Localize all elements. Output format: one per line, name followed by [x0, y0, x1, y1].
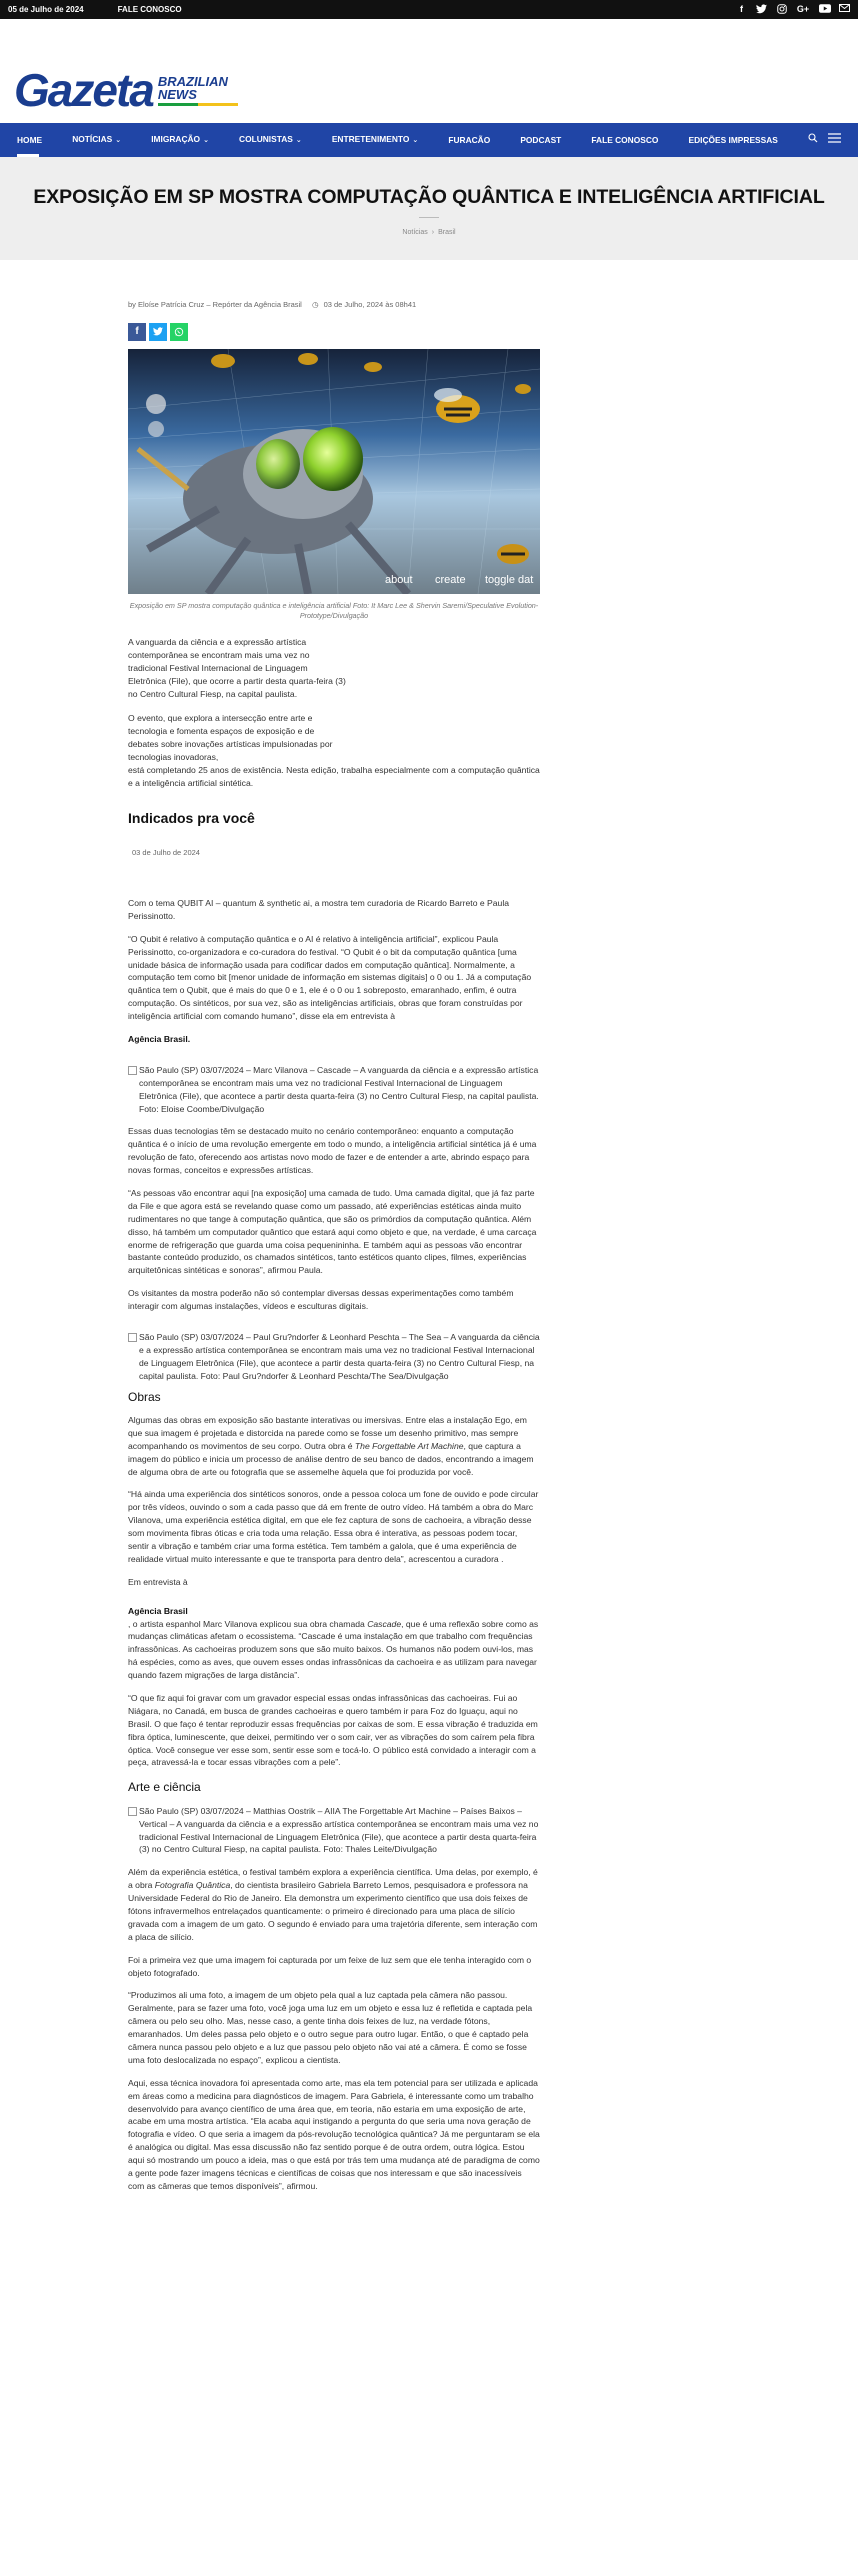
- nav-item-label: COLUNISTAS: [239, 134, 293, 145]
- twitter-icon[interactable]: [756, 4, 767, 15]
- artwork-title: The Forgettable Art Machine: [354, 1440, 464, 1451]
- article-author[interactable]: by Eloíse Patrícia Cruz – Repórter da Agência Brasil: [128, 300, 302, 309]
- broken-image-2: [128, 1331, 540, 1383]
- article-byline: [128, 300, 858, 311]
- image-overlay-about[interactable]: about: [385, 573, 413, 586]
- nav-active-underline: [17, 154, 39, 157]
- agencia-brasil-credit: Agência Brasil.: [128, 1034, 191, 1045]
- chevron-down-icon: ⌄: [412, 137, 419, 145]
- text-run: , que captura a imagem do público e inicia um processo de análise dentro de seu banco de dados, encontrando a imagem de alguma obra de arte ou fotografia que se assemelhe àquela que foi produzida por você.: [128, 1440, 534, 1477]
- text-run: , o artista espanhol Marc Vilanova explicou sua obra chamada: [128, 1618, 365, 1629]
- body-paragraph: [128, 1618, 540, 1682]
- article: [0, 300, 858, 2193]
- text-run: , do cientista brasileiro Gabriela Barreto Lemos, pesquisadora e professora na Universidade Federal do Rio de Janeiro. Ela demonstra um experimento científico que usa dois feixes de fótons infravermelhos entrelaçados quanticamente: o primeiro é direcionado para uma placa de silício gravada com a imagem de um gato. O segundo é enviado para uma trajetória diferente, sem interação com a placa de silício.: [128, 1880, 538, 1942]
- youtube-icon[interactable]: [819, 4, 830, 15]
- nav-item-noticias[interactable]: [72, 133, 121, 146]
- nav-item-imigracao[interactable]: [151, 133, 209, 146]
- nav-item-edicoes-impressas[interactable]: [688, 134, 777, 146]
- body-paragraph: “O que fiz aqui foi gravar com um gravador especial essas ondas infrassônicas das cachoeiras. Fui ao Niágara, no Canadá, em busca de grandes cachoeiras e quero também ir para Foz do Iguaçu, aqui no Brasil. O que faço é tentar reproduzir essas frequências por caixas de som. E essa vibração é traduzida em fibra óptica, luminescente, que deixei, permitindo ver o som cair, ver as vibrações do som caírem pela fibra óptica. Você consegue ver esse som, sentir esse som e tocá-lo. O público está convidado a interagir com a peça, atravessá-la e tocar essas vibrações com a pele”.: [128, 1693, 538, 1768]
- broken-image-icon: [128, 1066, 137, 1075]
- artwork-title: Fotografia Quântica: [154, 1880, 231, 1891]
- image-caption: Exposição em SP mostra computação quântica e inteligência artificial Foto: It Marc Lee & Shervin Saremi/Speculative Evolution-Prototype/Divulgação: [129, 600, 539, 620]
- article-body: [128, 897, 858, 2193]
- article-featured-image[interactable]: [128, 349, 540, 594]
- section-heading-obras: Obras: [128, 1389, 161, 1404]
- artwork-title: Cascade: [367, 1618, 402, 1629]
- body-paragraph: “Produzimos ali uma foto, a imagem de um objeto pela qual a luz captada pela câmera não passou. Geralmente, para se fazer uma foto, você joga uma luz em um objeto e essa luz é refletida e captada pela câmera ou pelo seu olho. Mas, nesse caso, a gente tinha dois feixes de luz, na verdade fótons, emaranhados. Um deles passa pelo objeto e o outro segue para outro lugar. Então, o que é captado pela câmera nunca passou pelo objeto e a luz que passou pelo objeto não vai até a câmera. É como se fosse uma foto deslocalizada no espaço”, explicou a cientista.: [128, 1990, 533, 2065]
- broken-image-icon: [128, 1333, 137, 1342]
- logo-sub-news: NEWS: [157, 86, 197, 102]
- body-paragraph: “O Qubit é relativo à computação quântica e o AI é relativo à inteligência artificial”, explicou Paula Perissinotto, co-organizadora e co-curadora do festival. “O Qubit é o bit da computação quântica [uma unidade básica de informação usada para codificar dados em computação quântica]. Normalmente, a computação tem como bit [menor unidade de informação em sistemas digitais] o 0 ou 1. Já a computação quântica tem o Qubit, que é mais do que 0 e 1, ele é o 0 ou 1 sobreposto, emaranhado, enfim, é outra computação. Os sintéticos, por sua vez, são as inteligências artificiais, obras que foram construídas por inteligência artificial com comando humano”, disse ela em entrevista à: [128, 933, 532, 1022]
- image-alt-text: São Paulo (SP) 03/07/2024 – Matthias Oostrik – AIIA The Forgettable Art Machine – Países Baixos – Vertical – A vanguarda da ciência e a expressão artística contemporânea se encontram mais uma vez no tradicional Festival Internacional de Linguagem Eletrônica (File), que acontece a partir desta quarta-feira (3) no Centro Cultural Fiesp, na capital paulista. Foto: Thales Leite/Divulgação: [139, 1805, 539, 1855]
- body-paragraph: Aqui, essa técnica inovadora foi apresentada como arte, mas ela tem potencial para ser utilizada e aplicada em áreas como a medicina para diagnósticos de imagem. Para Gabriela, é interessante como um trabalho desenvolvido para avanço científico de uma área que, em teoria, não estaria em uma exposição de arte, acabe em uma mostra artística. “Ela acaba aqui instigando a pergunta do que seria uma nova geração de fotografia e vídeo. O que seria a imagem da pós-revolução tecnológica quântica? Já me perguntaram se ela é analógica ou digital. Mas essa discussão não faz sentido porque é de outra ordem, outra lógica. Estou aqui só mostrando um pouco a ideia, mas o que está por trás tem uma mudança até de paradigma de como a gente pode fazer imagens técnicas e científicas de coisas que nos interessam e que são inacessíveis com as câmeras que temos disponíveis”, afirmou.: [128, 2077, 540, 2191]
- site-header: [0, 19, 858, 123]
- nav-item-furacao[interactable]: [448, 134, 490, 146]
- breadcrumb: [0, 228, 858, 238]
- recommended-heading: Indicados pra você: [128, 809, 255, 826]
- broken-image-3: [128, 1805, 540, 1857]
- intro-paragraph-2a: O evento, que explora a intersecção entre arte e tecnologia e fomenta espaços de exposição e de debates sobre inovações artísticas impulsionadas por tecnologias inovadoras,: [128, 713, 333, 763]
- image-alt-text: São Paulo (SP) 03/07/2024 – Marc Vilanova – Cascade – A vanguarda da ciência e a expressão artística contemporânea se encontram mais uma vez no tradicional Festival Internacional de Linguagem Eletrônica (File), que acontece a partir desta quarta-feira (3) no Centro Cultural Fiesp, na capital paulista. Foto: Eloise Coombe/Divulgação: [139, 1064, 539, 1114]
- broken-image-icon: [128, 1807, 137, 1816]
- logo-subtitle: [158, 75, 238, 106]
- current-date: 05 de Julho de 2024: [8, 4, 84, 14]
- nav-tools: [808, 133, 841, 146]
- image-overlay-toggle[interactable]: toggle dat: [485, 573, 534, 586]
- nav-item-label: FALE CONOSCO: [591, 134, 659, 145]
- nav-item-colunistas[interactable]: [239, 133, 302, 146]
- breadcrumb-arrow-icon: ›: [431, 229, 435, 237]
- nav-item-label: HOME: [17, 134, 43, 145]
- hamburger-menu-icon[interactable]: [828, 133, 841, 146]
- article-date: 03 de Julho, 2024 às 08h41: [323, 300, 417, 309]
- email-icon[interactable]: [839, 4, 850, 15]
- image-overlay-create[interactable]: create: [435, 573, 466, 586]
- text-run: Além da experiência estética, o festival também explora a experiência científica. Uma delas, por exemplo, é a obra: [128, 1867, 538, 1891]
- body-paragraph: Foi a primeira vez que uma imagem foi capturada por um feixe de luz sem que ele tenha interagido com o objeto fotografado.: [128, 1954, 532, 1978]
- nav-item-label: ENTRETENIMENTO: [331, 134, 410, 145]
- section-heading-arte-ciencia: Arte e ciência: [128, 1780, 201, 1795]
- logo-flag-bar: [158, 103, 238, 106]
- body-paragraph: [128, 1866, 540, 1943]
- title-divider: [419, 217, 439, 218]
- logo-sub-brazilian: BRAZILIAN: [157, 73, 228, 89]
- body-paragraph: Essas duas tecnologias têm se destacado muito no cenário contemporâneo: enquanto a computação quântica é o início de uma revolução emergente em todo o mundo, a inteligência artificial sintética já é uma revolução de fato, oferecendo aos artistas novo modo de fazer e de entender a arte, abrindo espaço para novas formas, conceitos e expressões artísticas.: [128, 1126, 537, 1176]
- top-bar: [0, 0, 858, 19]
- body-paragraph: Em entrevista à: [128, 1576, 188, 1587]
- facebook-icon[interactable]: f: [740, 4, 743, 14]
- nav-item-label: FURACÃO: [448, 134, 491, 145]
- nav-item-entretenimento[interactable]: [332, 133, 418, 146]
- text-run: , que é uma reflexão sobre como as mudanças climáticas afetam o ecossistema. “Cascade é uma instalação em que trabalho com frequências infrassônicas. As cachoeiras produzem sons que são muito baixos. Os humanos não podem ouvi-los, mas há espécies, como as aves, que ouvem esses ondas infrassônicas da cachoeira e as utilizam para navegar quando fazem migrações de larga distância”.: [128, 1618, 539, 1681]
- search-icon[interactable]: [808, 133, 818, 146]
- featured-image-art: [128, 349, 540, 594]
- nav-item-label: EDIÇÕES IMPRESSAS: [688, 134, 778, 145]
- whatsapp-share-button[interactable]: [170, 323, 188, 341]
- page-title: EXPOSIÇÃO EM SP MOSTRA COMPUTAÇÃO QUÂNTICA E INTELIGÊNCIA ARTIFICIAL: [33, 186, 825, 208]
- body-paragraph: “Há ainda uma experiência dos sintéticos sonoros, onde a pessoa coloca um fone de ouvido e pode circular por três vídeos, ouvindo o som a cada passo que dá em frente de outro vídeo. Há também a obra do Marc Vilanova, uma experiência estética digital, em que ele fez captura de sons de cachoeira, a vibração desse som movimenta fibras óticas e cria toda uma relação. Essa obra é interativa, as pessoas podem tocar, sentir a vibração e também criar uma forma estética. Tem também a galola, que é uma experiência de realidade virtual muito interessante e que te transporta para dentro dela”, acrescentou a curadora .: [128, 1489, 539, 1564]
- chevron-down-icon: ⌄: [295, 137, 302, 145]
- image-alt-text: São Paulo (SP) 03/07/2024 – Paul Gru?ndorfer & Leonhard Peschta – The Sea – A vanguarda da ciência e a expressão artística contemporânea se encontram mais uma vez no tradicional Festival Internacional de Linguagem Eletrônica (File), que acontece a partir desta quarta-feira (3) no Centro Cultural Fiesp, na capital paulista. Foto: Paul Gru?ndorfer & Leonhard Peschta/The Sea/Divulgação: [139, 1332, 540, 1381]
- chevron-down-icon: ⌄: [203, 137, 209, 145]
- intro-paragraph-2b: está completando 25 anos de existência. Nesta edição, trabalha especialmente com a computação quântica e a inteligência artificial sintética.: [128, 765, 540, 788]
- breadcrumb-current[interactable]: Brasil: [438, 229, 456, 237]
- recommended-date: 03 de Julho de 2024: [132, 848, 200, 858]
- body-paragraph: Com o tema QUBIT AI – quantum & synthetic ai, a mostra tem curadoria de Ricardo Barreto e Paula Perissinotto.: [128, 898, 510, 921]
- clock-icon: ◷: [311, 300, 319, 309]
- top-contact-link[interactable]: FALE CONOSCO: [117, 4, 182, 14]
- text-run: Algumas das obras em exposição são bastante interativas ou imersivas. Entre elas a instalação Ego, em que sua imagem é projetada e distorcida na parede como se fosse um desenho primitivo, mas sempre acompanhando os movimentos de seu corpo. Outra obra é: [128, 1415, 527, 1451]
- nav-item-home[interactable]: [17, 134, 42, 146]
- chevron-down-icon: ⌄: [115, 137, 122, 145]
- logo-wordmark: Gazeta: [14, 64, 153, 116]
- body-paragraph: “As pessoas vão encontrar aqui [na exposição] uma camada de tudo. Uma camada digital, que já faz parte da File e que agora está se revelando quase como um passado, até experiências estéticas ainda muito rudimentares no que tange à computação quântica, que são os primórdios da computação quântica. Além disso, há também um computador quântico que estará aqui como objeto e que, na verdade, é uma carcaça enorme de refrigeração que guarda uma coisa pequenininha. E também aqui as pessoas vão encontrar bastante conteúdo produzido, os chamados sintéticos, tanto estéticos quanto clipes, filmes, experiências arquitetônicas sintéticas e sonoras”, afirmou Paula.: [128, 1188, 537, 1276]
- intro-paragraph-1: A vanguarda da ciência e a expressão artística contemporânea se encontram mais uma vez no tradicional Festival Internacional de Linguagem Eletrônica (File), que ocorre a partir desta quarta-feira (3) no Centro Cultural Fiesp, na capital paulista.: [128, 637, 346, 699]
- social-links: [736, 4, 850, 15]
- nav-item-podcast[interactable]: [520, 134, 561, 146]
- nav-item-label: IMIGRAÇÃO: [151, 134, 201, 145]
- breadcrumb-home[interactable]: Notícias: [402, 229, 428, 237]
- broken-image-1: [128, 1064, 540, 1116]
- agencia-brasil-credit: Agência Brasil: [128, 1605, 188, 1616]
- share-buttons: [128, 323, 858, 341]
- page-title-band: [0, 157, 858, 260]
- nav-item-label: NOTÍCIAS: [72, 134, 113, 145]
- nav-item-label: PODCAST: [520, 134, 562, 145]
- main-navigation: [0, 123, 858, 157]
- body-paragraph: [128, 1414, 540, 1478]
- body-paragraph: Os visitantes da mostra poderão não só contemplar diversas dessas experimentações como também interagir com algumas instalações, vídeos e esculturas digitais.: [128, 1288, 514, 1312]
- nav-item-fale-conosco[interactable]: [591, 134, 658, 146]
- site-logo[interactable]: [14, 64, 238, 116]
- twitter-share-button[interactable]: [149, 323, 167, 341]
- facebook-share-button[interactable]: f: [128, 323, 146, 341]
- google-plus-icon[interactable]: G+: [796, 4, 810, 14]
- instagram-icon[interactable]: [776, 4, 787, 15]
